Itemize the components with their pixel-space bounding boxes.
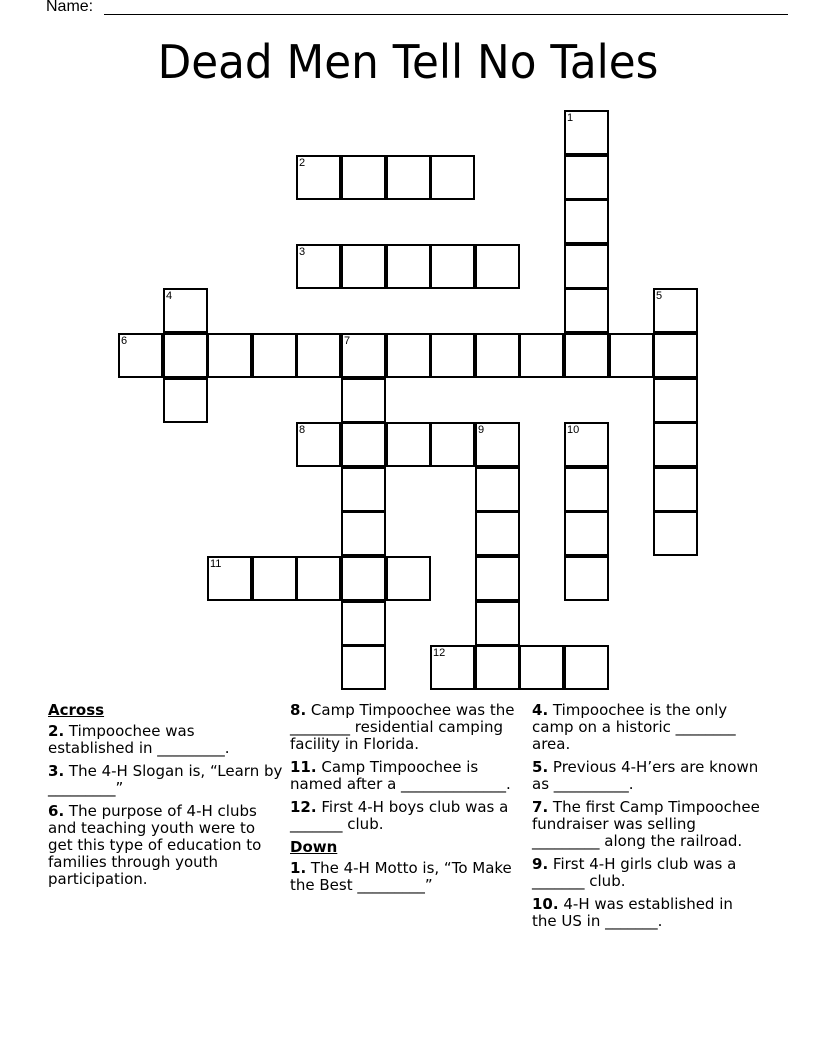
clue-number: 5	[656, 290, 663, 302]
grid-cell[interactable]	[118, 333, 163, 378]
grid-cell[interactable]	[564, 110, 609, 155]
grid-cell[interactable]	[252, 556, 297, 601]
grid-cell[interactable]	[564, 199, 609, 244]
clues-column-2	[290, 702, 520, 900]
grid-cell[interactable]	[609, 333, 654, 378]
grid-cell[interactable]	[341, 333, 386, 378]
clues-column-1	[48, 702, 284, 894]
clue-down-1: 1. The 4-H Motto is, “To Make the Best _________”	[290, 859, 512, 894]
clue-number: 1	[567, 112, 574, 124]
clue-down-4: 4. Timpoochee is the only camp on a historic ________ area.	[532, 701, 736, 753]
grid-cell[interactable]	[564, 244, 609, 289]
clue-down-9: 9. First 4-H girls club was a _______ club.	[532, 855, 737, 890]
clue-across-12: 12. First 4-H boys club was a _______ club.	[290, 798, 509, 833]
clue-number: 12	[433, 647, 446, 659]
grid-cell[interactable]	[430, 244, 475, 289]
grid-cell[interactable]	[653, 467, 698, 512]
clue-down-10: 10. 4-H was established in the US in _______.	[532, 895, 733, 930]
grid-cell[interactable]	[207, 333, 252, 378]
clue-number: 2	[299, 157, 306, 169]
clue-number: 11	[210, 558, 222, 570]
grid-cell[interactable]	[653, 511, 698, 556]
down-heading: Down	[290, 838, 338, 856]
grid-cell[interactable]	[386, 244, 431, 289]
grid-cell[interactable]	[386, 333, 431, 378]
grid-cell[interactable]	[341, 422, 386, 467]
grid-cell[interactable]	[386, 422, 431, 467]
clue-across-6: 6. The purpose of 4-H clubs and teaching youth were to get this type of education to families through youth participation.	[48, 802, 262, 888]
grid-cell[interactable]	[341, 645, 386, 690]
grid-cell[interactable]	[386, 155, 431, 200]
grid-cell[interactable]	[430, 333, 475, 378]
grid-cell[interactable]	[296, 556, 341, 601]
grid-cell[interactable]	[430, 645, 475, 690]
grid-cell[interactable]	[430, 422, 475, 467]
grid-cell[interactable]	[386, 556, 431, 601]
grid-cell[interactable]	[163, 288, 208, 333]
grid-cell[interactable]	[653, 333, 698, 378]
grid-cell[interactable]	[296, 155, 341, 200]
grid-cell[interactable]	[564, 422, 609, 467]
grid-cell[interactable]	[296, 422, 341, 467]
grid-cell[interactable]	[653, 378, 698, 423]
grid-cell[interactable]	[564, 645, 609, 690]
grid-cell[interactable]	[564, 556, 609, 601]
grid-cell[interactable]	[475, 511, 520, 556]
grid-cell[interactable]	[341, 244, 386, 289]
puzzle-title: Dead Men Tell No Tales	[157, 35, 659, 89]
clue-across-3: 3. The 4-H Slogan is, “Learn by _________”	[48, 762, 283, 797]
clue-down-7: 7. The first Camp Timpoochee fundraiser was selling _________ along the railroad.	[532, 798, 760, 850]
grid-cell[interactable]	[475, 645, 520, 690]
grid-cell[interactable]	[296, 333, 341, 378]
clue-number: 3	[299, 246, 306, 258]
grid-cell[interactable]	[564, 333, 609, 378]
grid-cell[interactable]	[519, 645, 564, 690]
clue-number: 10	[567, 424, 580, 436]
grid-cell[interactable]	[564, 467, 609, 512]
clues-column-3	[532, 702, 762, 936]
clue-across-8: 8. Camp Timpoochee was the ________ residential camping facility in Florida.	[290, 701, 515, 753]
clue-number: 7	[344, 335, 351, 347]
grid-cell[interactable]	[653, 422, 698, 467]
grid-cell[interactable]	[252, 333, 297, 378]
grid-cell[interactable]	[475, 422, 520, 467]
clue-across-11: 11. Camp Timpoochee is named after a ______________.	[290, 758, 511, 793]
grid-cell[interactable]	[341, 556, 386, 601]
grid-cell[interactable]	[653, 288, 698, 333]
grid-cell[interactable]	[475, 333, 520, 378]
clue-number: 9	[478, 424, 485, 436]
grid-cell[interactable]	[564, 288, 609, 333]
grid-cell[interactable]	[564, 155, 609, 200]
clue-number: 6	[121, 335, 128, 347]
grid-cell[interactable]	[430, 155, 475, 200]
grid-cell[interactable]	[475, 244, 520, 289]
grid-cell[interactable]	[341, 601, 386, 646]
grid-cell[interactable]	[296, 244, 341, 289]
grid-cell[interactable]	[207, 556, 252, 601]
clue-number: 4	[166, 290, 173, 302]
grid-cell[interactable]	[341, 155, 386, 200]
name-label: Name:	[46, 0, 94, 15]
grid-cell[interactable]	[341, 511, 386, 556]
grid-cell[interactable]	[341, 378, 386, 423]
grid-cell[interactable]	[564, 511, 609, 556]
grid-cell[interactable]	[341, 467, 386, 512]
grid-cell[interactable]	[163, 333, 208, 378]
grid-cell[interactable]	[475, 556, 520, 601]
across-heading: Across	[48, 701, 105, 719]
grid-cell[interactable]	[475, 467, 520, 512]
grid-cell[interactable]	[519, 333, 564, 378]
clue-across-2: 2. Timpoochee was established in _________.	[48, 722, 230, 757]
grid-cell[interactable]	[475, 601, 520, 646]
grid-cell[interactable]	[163, 378, 208, 423]
clue-number: 8	[299, 424, 306, 436]
clue-down-5: 5. Previous 4-H’ers are known as __________.	[532, 758, 759, 793]
